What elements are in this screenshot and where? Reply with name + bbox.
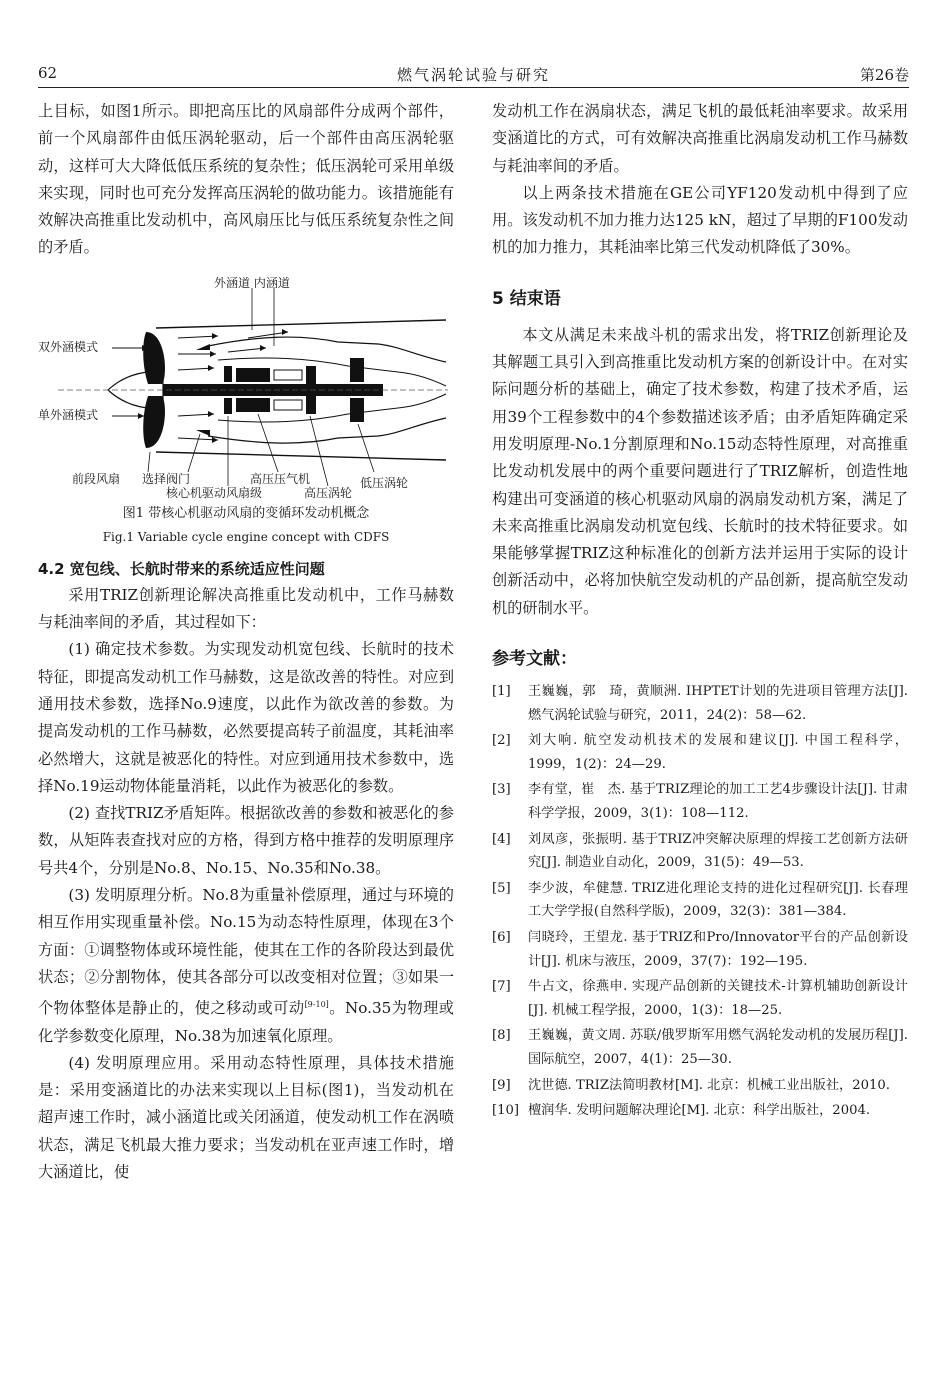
figure-1 bbox=[38, 276, 454, 548]
paragraph: (1) 确定技术参数。为实现发动机宽包线、长航时的技术特征，即提高发动机工作马赫数，这是欲改善的特性。对应到通用技术参数，选择No.9速度，以此作为欲改善的参数。为提高发动机的工作马赫数，必然要提高转子前温度，其耗油率必然增大，这就是被恶化的特性。对应到通用技术参数中，选择No.19运动物体能量消耗，以此作为被恶化的参数。 bbox=[38, 640, 454, 795]
reference-number: [8] bbox=[492, 1028, 511, 1044]
fig-label-single: 单外涵模式 bbox=[38, 407, 99, 422]
reference-item bbox=[492, 877, 908, 924]
reference-text: 刘凤彦，张振明. 基于TRIZ冲突解决原理的焊接工艺创新方法研究[J]. 制造业自动化，2009，31(5)：49—53. bbox=[528, 831, 908, 871]
paragraph: 本文从满足未来战斗机的需求出发，将TRIZ创新理论及其解题工具引入到高推重比发动机方案的创新设计中。在对实际问题分析的基础上，确定了技术参数，构建了技术矛盾，运用39个工程参数中的4个参数描述该矛盾；由矛盾矩阵确定采用发明原理-No.1分割原理和No.15动态特性原理，对高推重比发动机发展中的两个重要问题进行了TRIZ解析，创造性地构建出可变涵道的核心机驱动风扇的涡扇发动机方案，满足了未来高推重比涡扇发动机宽包线、长航时的技术特征要求。如果能够掌握TRIZ这种标准化的创新方法并运用于实际的设计创新活动中，必将加快航空发动机的产品创新，提高航空发动机的研制水平。 bbox=[492, 325, 908, 617]
reference-number: [4] bbox=[492, 831, 511, 847]
figure-caption-en: Fig.1 Variable cycle engine concept with CDFS bbox=[102, 529, 390, 544]
paragraph-text: 。No.35为物理或化学参数变化原理，No.38为加速氧化原理。 bbox=[38, 999, 454, 1045]
paragraph-text: (3) 发明原理分析。No.8为重量补偿原理，通过与环境的相互作用实现重量补偿。No.15为动态特性原理，体现在3个方面：①调整物体或环境性能，使其在工作的各阶段达到最优状态；②分割物体，使其各部分可以改变相对位置；③如果一个物体整体是静止的，使之移动或可动 bbox=[38, 886, 454, 1018]
section-heading-4-2: 4.2 宽包线、长航时带来的系统适应性问题 bbox=[38, 559, 325, 578]
engine-diagram bbox=[38, 276, 454, 496]
reference-number: [1] bbox=[492, 684, 511, 700]
paragraph: 以上两条技术措施在GE公司YF120发动机中得到了应用。该发动机不加力推力达125 kN，超过了早期的F100发动机的加力推力，其耗油率比第三代发动机降低了30%。 bbox=[492, 183, 908, 257]
left-column bbox=[38, 98, 454, 1186]
reference-text: 李有堂，崔 杰. 基于TRIZ理论的加工工艺4步骤设计法[J]. 甘肃科学学报，2009，3(1)：108—112. bbox=[528, 782, 908, 822]
paragraph: 采用TRIZ创新理论解决高推重比发动机中，工作马赫数与耗油率间的矛盾，其过程如下： bbox=[38, 585, 454, 632]
reference-number: [10] bbox=[492, 1103, 520, 1119]
reference-text: 王巍巍，郭 琦，黄顺洲. IHPTET计划的先进项目管理方法[J]. 燃气涡轮试验与研究，2011，24(2)：58—62. bbox=[528, 684, 908, 723]
reference-text: 牛占文，徐燕申. 实现产品创新的关键技术-计算机辅助创新设计[J]. 机械工程学报，2000，1(3)：18—25. bbox=[528, 979, 908, 1018]
reference-item bbox=[492, 828, 908, 875]
reference-item bbox=[492, 1099, 908, 1123]
paragraph: (2) 查找TRIZ矛盾矩阵。根据欲改善的参数和被恶化的参数，从矩阵表查找对应的方格，得到方格中推荐的发明原理序号共4个，分别是No.8、No.15、No.35和No.38。 bbox=[38, 804, 454, 877]
reference-number: [9] bbox=[492, 1077, 511, 1093]
reference-list bbox=[492, 680, 908, 1123]
paragraph: 上目标，如图1所示。即把高压比的风扇部件分成两个部件，前一个风扇部件由低压涡轮驱动，后一个部件由高压涡轮驱动，这样可大大降低低压系统的复杂性；低压涡轮可采用单级来实现，同时也可充分发挥高压涡轮的做功能力。该措施能有效解决高推重比发动机中，高风扇压比与低压系统复杂性之间的矛盾。 bbox=[38, 102, 454, 257]
fig-label-dual: 双外涵模式 bbox=[38, 339, 99, 354]
section-heading-5: 5 结束语 bbox=[492, 288, 561, 309]
citation-superscript: [9-10] bbox=[304, 1000, 329, 1010]
reference-text: 李少波，牟健慧. TRIZ进化理论支持的进化过程研究[J]. 长春理工大学学报(自然科学版)，2009，32(3)：381—384. bbox=[528, 880, 908, 920]
fig-label-front-fan: 前段风扇 bbox=[72, 471, 121, 486]
reference-item bbox=[492, 1024, 908, 1071]
fig-label-core-fan: 核心机驱动风扇级 bbox=[166, 485, 263, 500]
right-column bbox=[492, 98, 908, 1125]
running-header bbox=[38, 62, 909, 88]
reference-text: 王巍巍，黄文周. 苏联/俄罗斯军用燃气涡轮发动机的发展历程[J]. 国际航空，2007，4(1)：25—30. bbox=[528, 1028, 908, 1067]
reference-text: 檀润华. 发明问题解决理论[M]. 北京：科学出版社，2004. bbox=[528, 1103, 871, 1119]
reference-item bbox=[492, 729, 908, 776]
reference-text: 沈世德. TRIZ法简明教材[M]. 北京：机械工业出版社，2010. bbox=[528, 1077, 890, 1093]
fig-label-valve: 选择阀门 bbox=[142, 471, 191, 486]
reference-text: 刘大响. 航空发动机技术的发展和建议[J]. 中国工程科学，1999，1(2)：24—29. bbox=[528, 733, 908, 772]
page-number: 62 bbox=[38, 64, 58, 82]
reference-item bbox=[492, 680, 908, 727]
volume-label: 第26卷 bbox=[859, 66, 909, 84]
reference-item bbox=[492, 926, 908, 973]
fig-label-lpt: 低压涡轮 bbox=[360, 475, 409, 490]
reference-text: 闫晓玲，王望龙. 基于TRIZ和Pro/Innovator平台的产品创新设计[J]. 机床与液压，2009，37(7)：192—195. bbox=[528, 929, 908, 969]
reference-item bbox=[492, 778, 908, 825]
paragraph: 发动机工作在涡扇状态，满足飞机的最低耗油率要求。故采用变涵道比的方式，可有效解决高推重比涡扇发动机工作马赫数与耗油率间的矛盾。 bbox=[492, 102, 908, 175]
reference-number: [3] bbox=[492, 782, 511, 798]
fig-label-hpt: 高压涡轮 bbox=[304, 485, 353, 500]
journal-title: 燃气涡轮试验与研究 bbox=[396, 66, 550, 84]
reference-number: [2] bbox=[492, 733, 511, 749]
reference-number: [7] bbox=[492, 979, 511, 995]
reference-item bbox=[492, 1074, 908, 1098]
reference-item bbox=[492, 975, 908, 1022]
fig-label-hpc: 高压压气机 bbox=[250, 471, 311, 486]
references-heading: 参考文献： bbox=[492, 649, 577, 670]
paragraph bbox=[38, 882, 454, 1050]
paragraph: (4) 发明原理应用。采用动态特性原理，具体技术措施是：采用变涵道比的办法来实现以上目标(图1)，当发动机在超声速工作时，减小涵道比或关闭涵道，使发动机工作在涡喷状态，满足飞机最大推力要求；当发动机在亚声速工作时，增大涵道比，使 bbox=[38, 1053, 454, 1182]
reference-number: [5] bbox=[492, 880, 511, 896]
reference-number: [6] bbox=[492, 929, 511, 945]
fig-label-top: 外涵道 内涵道 bbox=[214, 275, 290, 290]
figure-caption-cn: 图1 带核心机驱动风扇的变循环发动机概念 bbox=[122, 505, 370, 521]
